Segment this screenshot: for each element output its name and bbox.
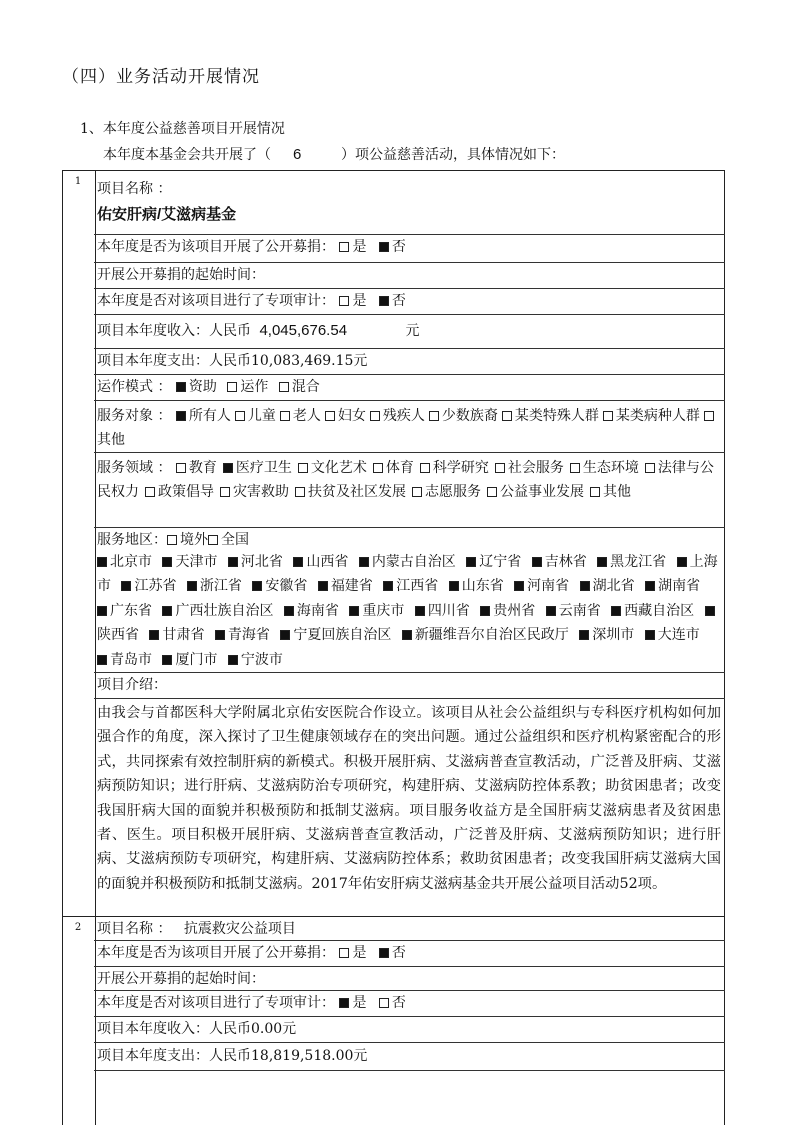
service-targets-row <box>97 404 721 452</box>
region-item <box>359 554 456 570</box>
audit-yes-checkbox[interactable] <box>339 998 349 1008</box>
region-label: 新疆维吾尔自治区民政厅 <box>414 627 569 644</box>
option-checkbox[interactable] <box>370 411 380 421</box>
option-label: 科学研究 <box>432 460 489 476</box>
region-label: 海南省 <box>296 602 339 619</box>
row-divider <box>94 288 725 289</box>
audit-no-label: 否 <box>391 293 406 309</box>
region-item <box>597 554 666 570</box>
option-label: 少数族裔 <box>441 408 498 424</box>
project-name-label: 项目名称 ： <box>97 181 172 197</box>
region-item <box>645 578 700 594</box>
region-checkbox[interactable] <box>284 606 294 616</box>
operation-option-label: 运作 <box>240 379 269 395</box>
region-label: 河北省 <box>240 554 283 570</box>
service-targets-options <box>97 408 717 448</box>
public-fundraising-row <box>97 238 721 256</box>
operation-option-label: 混合 <box>291 379 320 395</box>
public-fundraising-row <box>97 944 721 962</box>
fundraising-yes-checkbox[interactable] <box>339 948 349 958</box>
option-checkbox[interactable] <box>298 463 308 473</box>
special-audit-question: 本年度是否对该项目进行了专项审计： <box>97 293 335 309</box>
option-label: 儿童 <box>247 408 276 424</box>
region-label: 江西省 <box>396 578 439 595</box>
fundraising-yes-label: 是 <box>352 239 367 255</box>
region-label: 大连市 <box>657 627 700 644</box>
region-checkbox[interactable] <box>349 606 359 616</box>
audit-no-checkbox[interactable] <box>379 296 389 306</box>
option-checkbox[interactable] <box>502 411 512 421</box>
fundraising-start-time: 开展公开募捐的起始时间： <box>97 971 265 987</box>
region-checkbox[interactable] <box>705 606 715 616</box>
option-checkbox[interactable] <box>590 487 600 497</box>
region-checkbox[interactable] <box>480 606 490 616</box>
region-checkbox[interactable] <box>645 581 655 591</box>
region-label: 山东省 <box>461 578 504 595</box>
region-checkbox[interactable] <box>252 581 262 591</box>
region-checkbox[interactable] <box>402 630 412 640</box>
region-checkbox[interactable] <box>359 557 369 567</box>
project-name-label: 项目名称 ： <box>97 921 172 937</box>
region-label: 宁夏回族自治区 <box>293 627 392 644</box>
row-divider <box>94 698 725 699</box>
region-checkbox[interactable] <box>121 581 131 591</box>
option-checkbox[interactable] <box>373 463 383 473</box>
audit-yes-checkbox[interactable] <box>339 296 349 306</box>
service-area-label: 服务地区： <box>97 532 167 548</box>
region-checkbox[interactable] <box>97 606 107 616</box>
region-checkbox[interactable] <box>449 581 459 591</box>
region-checkbox[interactable] <box>579 630 589 640</box>
region-label: 广东省 <box>110 602 152 619</box>
row-divider <box>94 966 725 967</box>
region-label: 宁波市 <box>240 651 283 668</box>
fundraising-start-time: 开展公开募捐的起始时间： <box>97 267 265 283</box>
region-item <box>97 603 152 619</box>
option-checkbox[interactable] <box>603 411 613 421</box>
section-title: （四）业务活动开展情况 <box>62 67 260 87</box>
region-item <box>284 603 339 619</box>
option-label: 扶贫及社区发展 <box>308 484 406 500</box>
region-checkbox[interactable] <box>466 557 476 567</box>
region-label: 四川省 <box>427 602 470 619</box>
fundraising-no-checkbox[interactable] <box>379 242 389 252</box>
option-checkbox[interactable] <box>487 487 497 497</box>
option-checkbox[interactable] <box>280 411 290 421</box>
region-label: 广西壮族自治区 <box>175 602 274 619</box>
expense-row: 项目本年度支出：人民币18,819,518.00元 <box>97 1048 368 1064</box>
region-label: 西藏自治区 <box>624 602 695 619</box>
region-item <box>280 627 391 643</box>
region-item <box>97 554 152 570</box>
project-name: 佑安肝病/艾滋病基金 <box>97 206 237 223</box>
fundraising-no-label: 否 <box>391 239 406 255</box>
region-item <box>383 578 438 594</box>
option-checkbox[interactable] <box>704 411 714 421</box>
region-item <box>611 603 694 619</box>
special-audit-row <box>97 994 721 1012</box>
region-checkbox[interactable] <box>162 557 172 567</box>
option-label: 妇女 <box>337 408 366 424</box>
region-label: 重庆市 <box>362 602 405 619</box>
region-label: 深圳市 <box>592 627 635 644</box>
option-checkbox[interactable] <box>429 411 439 421</box>
expense-row: 项目本年度支出：人民币10,083,469.15元 <box>97 353 368 369</box>
region-item <box>149 627 204 643</box>
special-audit-question: 本年度是否对该项目进行了专项审计： <box>97 995 335 1011</box>
row-divider <box>94 672 725 673</box>
region-item <box>97 652 152 668</box>
table-top-border <box>62 170 725 171</box>
project-index: 1 <box>74 176 82 187</box>
region-item <box>187 578 242 594</box>
fundraising-yes-checkbox[interactable] <box>339 242 349 252</box>
option-label: 残疾人 <box>382 408 425 424</box>
region-item <box>121 578 176 594</box>
option-label: 所有人 <box>188 408 231 424</box>
income-label: 项目本年度收入：人民币 <box>97 323 251 339</box>
region-item <box>449 578 504 594</box>
operation-mode-row <box>97 378 721 396</box>
option-label: 其他 <box>603 484 631 500</box>
region-item <box>480 603 535 619</box>
fundraising-yes-label: 是 <box>352 945 367 961</box>
activity-count-line <box>103 144 565 164</box>
row-divider <box>94 234 725 235</box>
region-checkbox[interactable] <box>228 557 238 567</box>
operation-option-checkbox[interactable] <box>227 382 237 392</box>
project-name-row <box>97 920 721 938</box>
region-item <box>162 554 217 570</box>
region-item <box>466 554 521 570</box>
region-item <box>349 603 404 619</box>
option-label: 老人 <box>292 408 321 424</box>
row-divider <box>94 348 725 349</box>
row-divider <box>94 400 725 401</box>
region-checkbox[interactable] <box>187 581 197 591</box>
project-description: 由我会与首都医科大学附属北京佑安医院合作设立。该项目从社会公益组织与专科医疗机构如何加强合作的角度，深入探讨了卫生健康领域存在的突出问题。通过公益组织和医疗机构紧密配合的形式，共同探索有效控制肝病的新模式。积极开展肝病、艾滋病普查宣教活动，广泛普及肝病、艾滋病预防知识；进行肝病、艾滋病防治专项研究，构建肝病、艾滋病防控体系教；助贫困患者；改变我国肝病大国的面貌并积极预防和抵制艾滋病。项目服务收益方是全国肝病艾滋病患者及贫困患者、医生。项目积极开展肝病、艾滋病普查宣教活动，广泛普及肝病、艾滋病预防知识；进行肝病、艾滋病预防专项研究，构建肝病、艾滋病防控体系；救助贫困患者；改变我国肝病艾滋病大国的面貌并积极预防和抵制艾滋病。2017年佑安肝病艾滋病基金共开展公益项目活动52项。 <box>97 705 721 892</box>
row-divider <box>94 1070 725 1071</box>
activity-count: 6 <box>293 146 302 163</box>
region-checkbox[interactable] <box>546 606 556 616</box>
region-checkbox[interactable] <box>318 581 328 591</box>
option-label: 体育 <box>385 460 414 476</box>
option-label: 其他 <box>97 432 125 448</box>
region-item <box>580 578 635 594</box>
region-checkbox[interactable] <box>645 630 655 640</box>
option-checkbox[interactable] <box>176 463 186 473</box>
option-checkbox[interactable] <box>223 463 233 473</box>
service-fields-options <box>97 460 714 500</box>
region-label: 云南省 <box>558 602 601 619</box>
region-item <box>252 578 307 594</box>
region-label: 天津市 <box>175 554 218 570</box>
option-label: 医疗卫生 <box>235 460 292 476</box>
region-label: 青岛市 <box>110 651 152 668</box>
region-item <box>318 578 373 594</box>
region-checkbox[interactable] <box>280 630 290 640</box>
fundraising-no-checkbox[interactable] <box>379 948 389 958</box>
region-checkbox[interactable] <box>514 581 524 591</box>
row-divider <box>94 374 725 375</box>
region-label: 辽宁省 <box>479 554 522 570</box>
region-label: 山西省 <box>306 554 349 570</box>
option-checkbox[interactable] <box>570 463 580 473</box>
area-option-checkbox[interactable] <box>167 535 177 545</box>
project-intro-label: 项目介绍： <box>97 677 167 693</box>
option-label: 生态环境 <box>582 460 639 476</box>
option-label: 教育 <box>188 460 217 476</box>
service-regions-list <box>97 550 721 672</box>
public-fundraising-question: 本年度是否为该项目开展了公开募捐： <box>97 945 335 961</box>
row-divider <box>94 1016 725 1017</box>
region-item <box>228 554 283 570</box>
region-checkbox[interactable] <box>162 606 172 616</box>
region-label: 贵州省 <box>493 602 536 619</box>
option-label: 志愿服务 <box>425 484 481 500</box>
region-label: 浙江省 <box>199 578 242 595</box>
region-label: 黑龙江省 <box>610 554 667 570</box>
option-checkbox[interactable] <box>420 463 430 473</box>
region-item <box>293 554 348 570</box>
region-checkbox[interactable] <box>149 630 159 640</box>
area-option-checkbox[interactable] <box>208 535 218 545</box>
region-checkbox[interactable] <box>597 557 607 567</box>
region-item <box>645 627 700 643</box>
operation-option-checkbox[interactable] <box>176 382 186 392</box>
operation-option-checkbox[interactable] <box>279 382 289 392</box>
audit-yes-label: 是 <box>352 995 367 1011</box>
option-checkbox[interactable] <box>645 463 655 473</box>
project-name: 抗震救灾公益项目 <box>183 921 296 937</box>
region-label: 安徽省 <box>265 578 308 595</box>
region-label: 上海市 <box>97 554 718 595</box>
option-checkbox[interactable] <box>325 411 335 421</box>
special-audit-row <box>97 292 721 310</box>
index-column <box>62 170 96 1125</box>
option-checkbox[interactable] <box>176 411 186 421</box>
income-row <box>97 322 721 340</box>
intro-before: 本年度本基金会共开展了（ <box>103 147 271 163</box>
region-checkbox[interactable] <box>383 581 393 591</box>
region-item <box>402 627 569 643</box>
fundraising-no-label: 否 <box>391 945 406 961</box>
area-option-label: 全国 <box>221 532 249 548</box>
region-label: 厦门市 <box>175 651 218 668</box>
region-item <box>228 652 283 668</box>
region-item <box>162 652 217 668</box>
row-divider <box>94 990 725 991</box>
option-label: 某类病种人群 <box>615 408 700 424</box>
service-targets-label: 服务对象 ： <box>97 408 172 424</box>
region-item <box>579 627 634 643</box>
row-divider <box>94 314 725 315</box>
region-checkbox[interactable] <box>215 630 225 640</box>
option-label: 文化艺术 <box>310 460 367 476</box>
operation-option-label: 资助 <box>188 379 217 395</box>
region-checkbox[interactable] <box>162 655 172 665</box>
region-item <box>546 603 601 619</box>
audit-no-label: 否 <box>391 995 406 1011</box>
region-label: 北京市 <box>110 554 152 570</box>
region-item <box>215 627 270 643</box>
region-label: 江苏省 <box>134 578 177 595</box>
row-divider <box>94 527 725 528</box>
option-checkbox[interactable] <box>412 487 422 497</box>
option-checkbox[interactable] <box>220 487 230 497</box>
region-label: 甘肃省 <box>162 627 205 644</box>
operation-mode-label: 运作模式 ： <box>97 379 172 395</box>
region-checkbox[interactable] <box>611 606 621 616</box>
option-label: 灾害救助 <box>233 484 289 500</box>
option-label: 法律与公民权力 <box>97 460 714 500</box>
option-label: 公益事业发展 <box>500 484 584 500</box>
service-area-row <box>97 531 721 549</box>
region-label: 湖北省 <box>592 578 635 595</box>
region-checkbox[interactable] <box>97 557 107 567</box>
region-label: 内蒙古自治区 <box>371 554 456 570</box>
audit-no-checkbox[interactable] <box>379 998 389 1008</box>
area-option-label: 境外 <box>180 532 208 548</box>
region-checkbox[interactable] <box>415 606 425 616</box>
region-item <box>415 603 470 619</box>
region-item <box>532 554 587 570</box>
option-checkbox[interactable] <box>295 487 305 497</box>
option-label: 某类特殊人群 <box>514 408 599 424</box>
region-checkbox[interactable] <box>580 581 590 591</box>
region-label: 福建省 <box>330 578 373 595</box>
income-unit: 元 <box>405 323 420 339</box>
income-row: 项目本年度收入：人民币0.00元 <box>97 1021 297 1037</box>
intro-after: ）项公益慈善活动，具体情况如下： <box>341 147 565 163</box>
project-divider <box>62 916 725 917</box>
subsection-title: 1、本年度公益慈善项目开展情况 <box>80 121 285 137</box>
service-fields-row <box>97 456 721 504</box>
region-label: 湖南省 <box>658 578 701 595</box>
region-label: 吉林省 <box>544 554 587 570</box>
option-checkbox[interactable] <box>235 411 245 421</box>
region-label: 河南省 <box>527 578 570 595</box>
option-checkbox[interactable] <box>145 487 155 497</box>
option-label: 社会服务 <box>507 460 564 476</box>
region-checkbox[interactable] <box>677 557 687 567</box>
region-item <box>514 578 569 594</box>
region-checkbox[interactable] <box>97 655 107 665</box>
region-label: 青海省 <box>227 627 270 644</box>
audit-yes-label: 是 <box>352 293 367 309</box>
service-fields-label: 服务领域 ： <box>97 460 172 476</box>
region-checkbox[interactable] <box>293 557 303 567</box>
region-item <box>162 603 273 619</box>
row-divider <box>94 452 725 453</box>
row-divider <box>94 1042 725 1043</box>
row-divider <box>94 940 725 941</box>
region-checkbox[interactable] <box>532 557 542 567</box>
region-checkbox[interactable] <box>228 655 238 665</box>
row-divider <box>94 262 725 263</box>
region-label: 陕西省 <box>97 627 139 644</box>
public-fundraising-question: 本年度是否为该项目开展了公开募捐： <box>97 239 335 255</box>
income-value: 4,045,676.54 <box>259 322 348 339</box>
option-checkbox[interactable] <box>495 463 505 473</box>
project-index: 2 <box>74 922 82 933</box>
option-label: 政策倡导 <box>158 484 214 500</box>
